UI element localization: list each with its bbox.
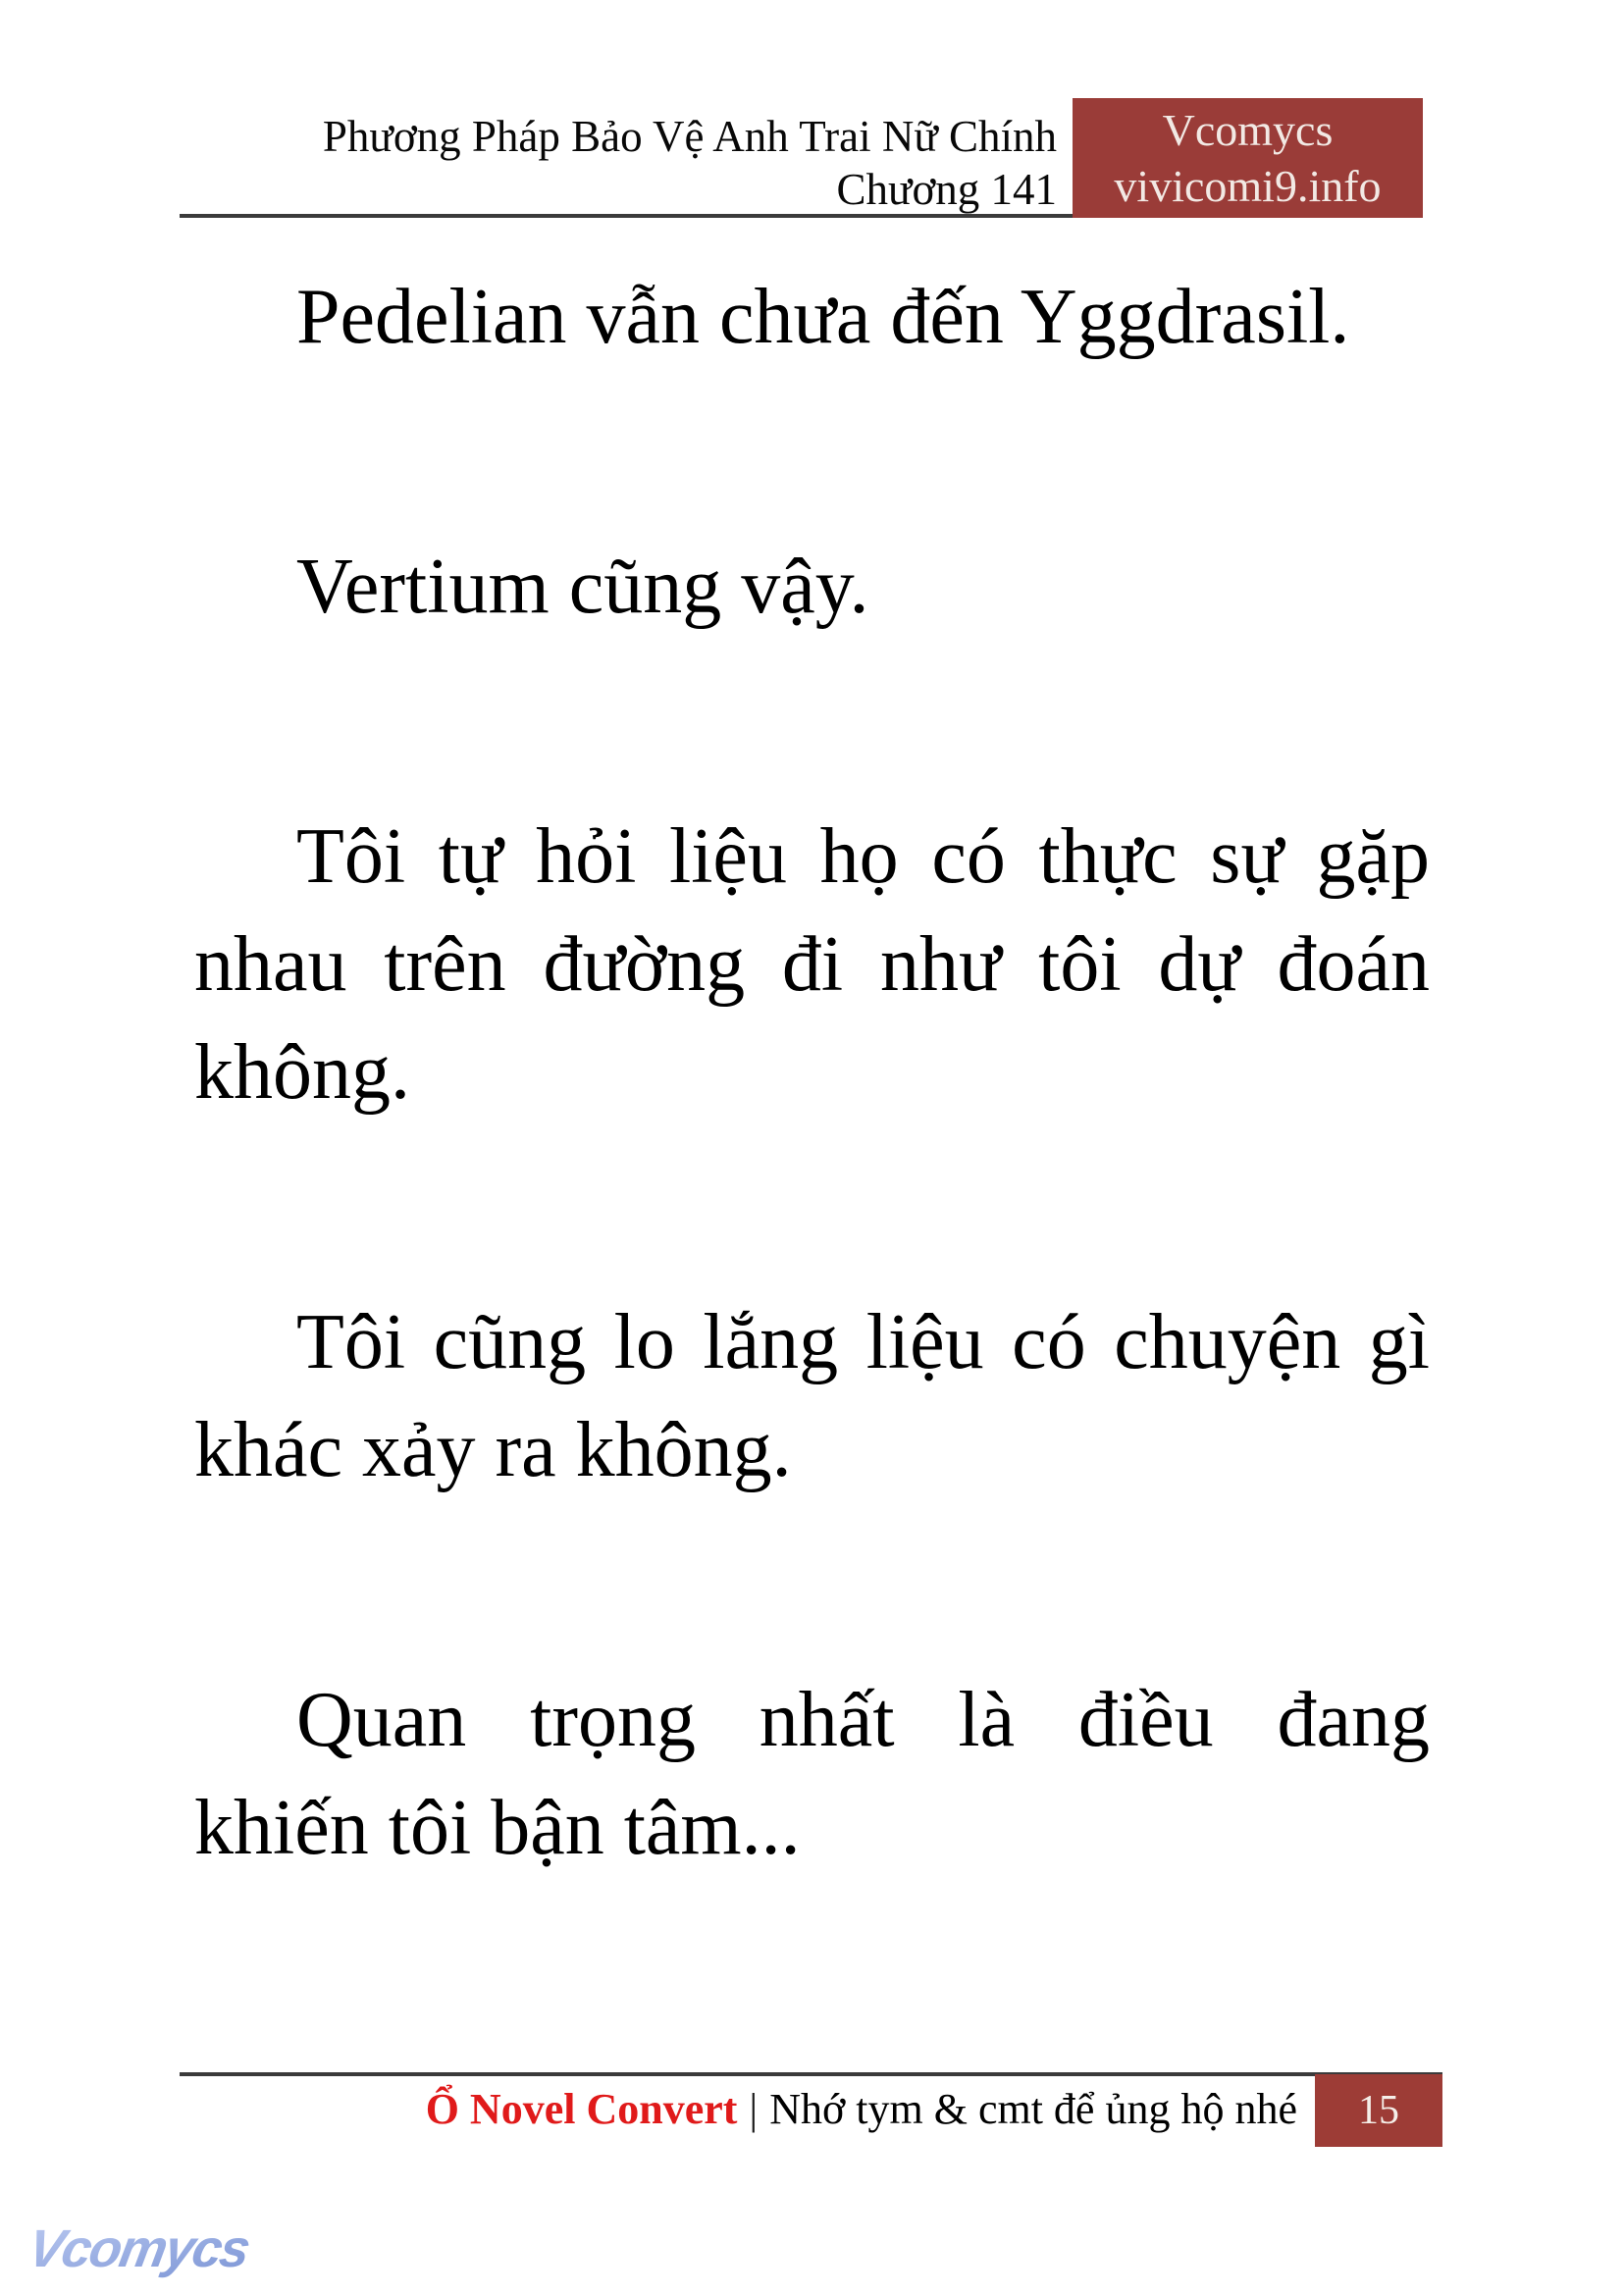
- watermark-text: Vcomycs: [24, 2218, 254, 2278]
- chapter-header: [323, 110, 1057, 216]
- paragraph: [194, 803, 1430, 1126]
- paragraph-line: nhau trên đường đi như tôi dự đoán: [194, 921, 1430, 1008]
- footer-divider-line: [180, 2072, 1442, 2076]
- page-number: 15: [1358, 2088, 1399, 2133]
- page-number-badge: [1315, 2074, 1442, 2147]
- paragraph: [194, 1666, 1430, 1882]
- paragraph-line: Vertium cũng vậy.: [296, 544, 869, 630]
- chapter-body: [194, 263, 1430, 2044]
- paragraph-line: khác xảy ra không.: [194, 1407, 792, 1493]
- paragraph-line: không.: [194, 1029, 410, 1116]
- novel-title: Phương Pháp Bảo Vệ Anh Trai Nữ Chính: [322, 112, 1057, 161]
- chapter-number: Chương 141: [836, 165, 1057, 214]
- paragraph-line: Quan trọng nhất là điều đang: [296, 1677, 1430, 1763]
- paragraph: [194, 263, 1430, 371]
- paragraph: [194, 1288, 1430, 1504]
- translator-badge: [1073, 98, 1423, 218]
- footer-note: Nhớ tym & cmt để ủng hộ nhé: [769, 2085, 1297, 2133]
- paragraph-line: khiến tôi bận tâm...: [194, 1785, 801, 1871]
- vcomycs-watermark-logo: [20, 2202, 255, 2295]
- translator-badge-name: Vcomycs: [1162, 105, 1334, 155]
- paragraph-line: Tôi tự hỏi liệu họ có thực sự gặp: [296, 813, 1430, 900]
- footer-brand: Ổ Novel Convert: [425, 2085, 738, 2133]
- translator-badge-site: vivicomi9.info: [1114, 161, 1382, 211]
- paragraph-line: Pedelian vẫn chưa đến Yggdrasil.: [296, 274, 1350, 360]
- footer-credit: [426, 2082, 1297, 2137]
- paragraph-line: Tôi cũng lo lắng liệu có chuyện gì: [296, 1299, 1430, 1385]
- footer-separator: |: [749, 2085, 759, 2133]
- paragraph: [194, 533, 1430, 641]
